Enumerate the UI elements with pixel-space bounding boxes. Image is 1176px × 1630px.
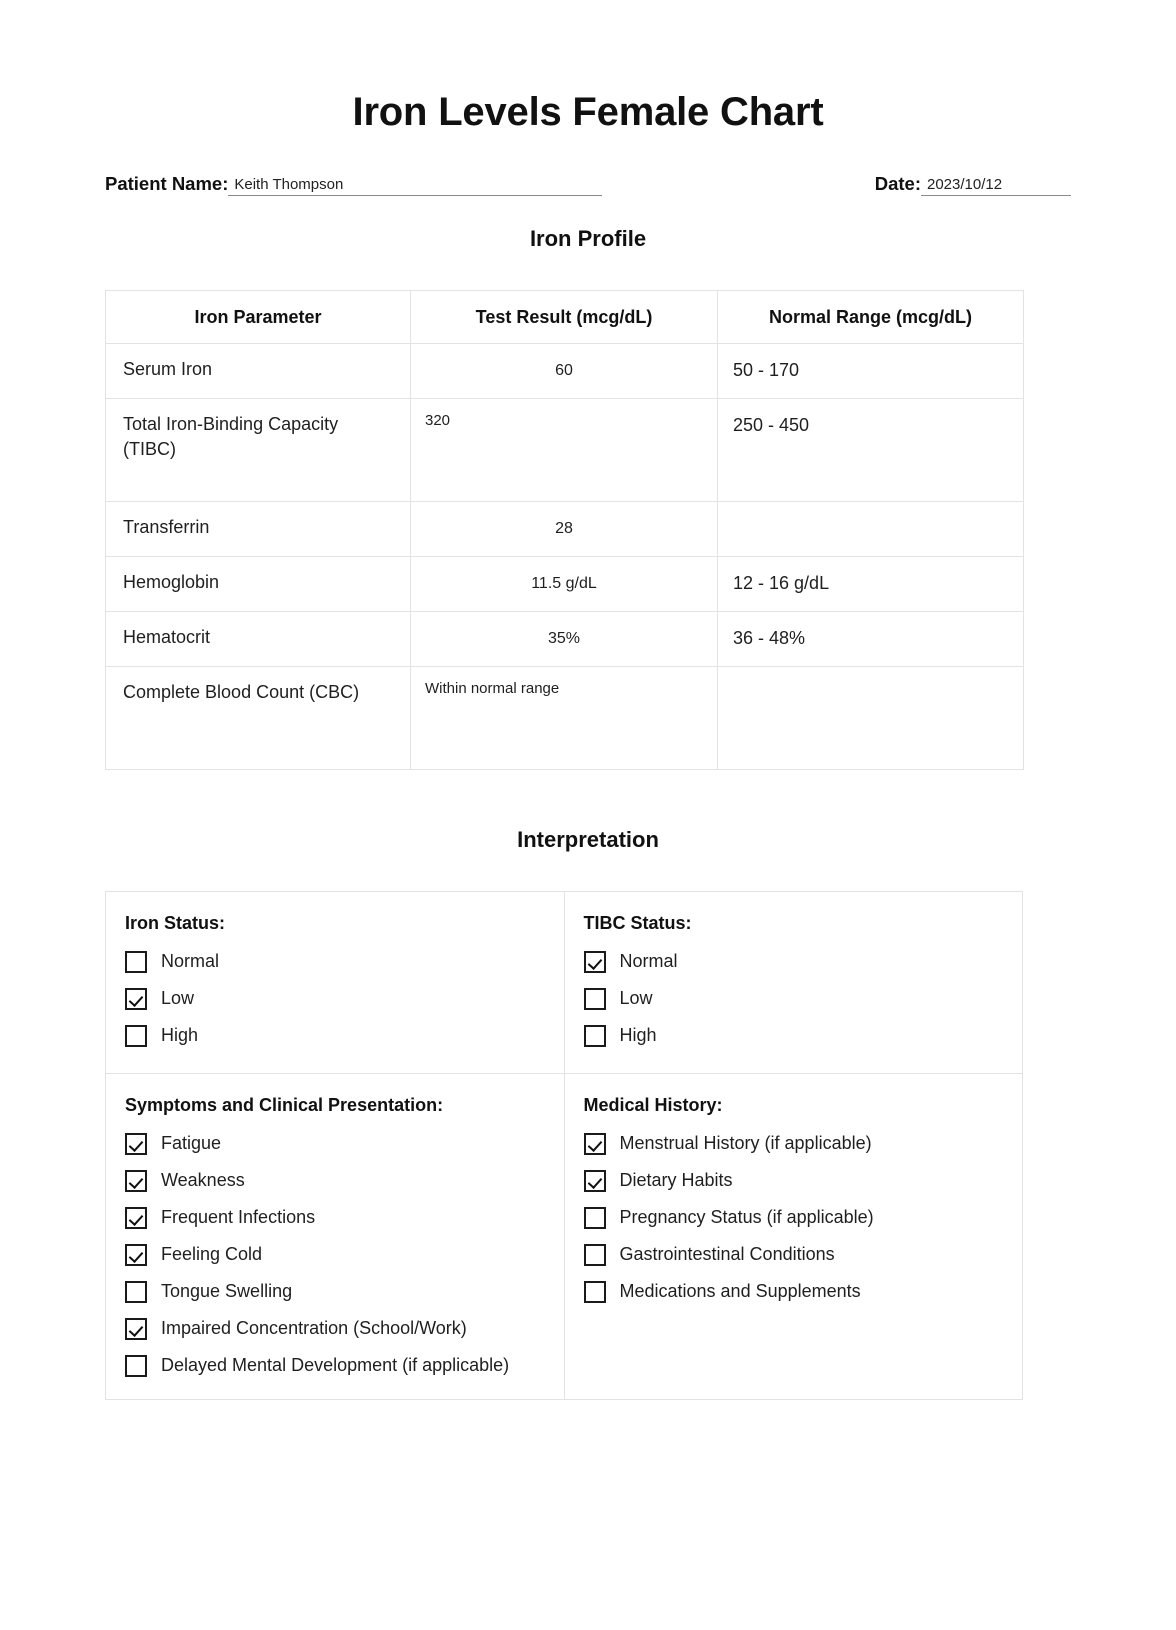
table-row xyxy=(106,502,1024,557)
date-label: Date: xyxy=(874,173,921,194)
checkbox-row-pregnancy-status[interactable] xyxy=(584,1205,1003,1229)
panel-iron-status xyxy=(106,892,565,1074)
iron-profile-heading: Iron Profile xyxy=(529,226,647,251)
checkbox-checked-icon[interactable] xyxy=(125,1244,147,1266)
cell-test-result[interactable]: 60 xyxy=(411,344,718,399)
checkbox-label: Low xyxy=(161,988,195,1008)
checkbox-icon[interactable] xyxy=(584,1207,606,1229)
table-header-row xyxy=(106,291,1024,344)
table-row xyxy=(106,557,1024,612)
column-header-parameter: Iron Parameter xyxy=(106,291,411,344)
checkbox-row-gastrointestinal-conditions[interactable] xyxy=(584,1242,1003,1266)
checkbox-row-iron-normal[interactable] xyxy=(125,949,544,973)
checkbox-label: Fatigue xyxy=(161,1133,222,1153)
checkbox-row-weakness[interactable] xyxy=(125,1168,544,1192)
interpretation-row-status xyxy=(106,892,1023,1074)
checkbox-icon[interactable] xyxy=(125,1281,147,1303)
checkbox-row-tibc-normal[interactable] xyxy=(584,949,1003,973)
column-header-normal-range: Normal Range (mcg/dL) xyxy=(718,291,1024,344)
cell-parameter: Total Iron-Binding Capacity (TIBC) xyxy=(106,399,411,502)
checkbox-row-fatigue[interactable] xyxy=(125,1131,544,1155)
table-row xyxy=(106,399,1024,502)
cell-normal-range xyxy=(718,667,1024,770)
checkbox-row-tongue-swelling[interactable] xyxy=(125,1279,544,1303)
interpretation-heading: Interpretation xyxy=(517,827,659,852)
cell-normal-range: 12 - 16 g/dL xyxy=(718,557,1024,612)
date-input[interactable]: 2023/10/12 xyxy=(921,175,1071,196)
patient-name-input[interactable]: Keith Thompson xyxy=(228,175,602,196)
checkbox-label: Menstrual History (if applicable) xyxy=(619,1133,872,1153)
checkbox-icon[interactable] xyxy=(125,951,147,973)
patient-name-label: Patient Name: xyxy=(105,173,229,194)
checkbox-icon[interactable] xyxy=(584,1244,606,1266)
checkbox-checked-icon[interactable] xyxy=(125,988,147,1010)
cell-test-result[interactable]: 28 xyxy=(411,502,718,557)
checkbox-icon[interactable] xyxy=(584,1281,606,1303)
checkbox-icon[interactable] xyxy=(584,988,606,1010)
panel-title-symptoms: Symptoms and Clinical Presentation: xyxy=(125,1095,444,1115)
checkbox-label: Normal xyxy=(619,951,678,971)
checkbox-label: Weakness xyxy=(161,1170,245,1190)
checkbox-label: Tongue Swelling xyxy=(161,1281,293,1301)
column-header-test-result: Test Result (mcg/dL) xyxy=(411,291,718,344)
panel-title-iron-status: Iron Status: xyxy=(125,913,226,933)
checkbox-checked-icon[interactable] xyxy=(125,1318,147,1340)
checkbox-icon[interactable] xyxy=(125,1355,147,1377)
checkbox-row-delayed-mental-development[interactable] xyxy=(125,1353,544,1377)
checkbox-checked-icon[interactable] xyxy=(125,1207,147,1229)
cell-test-result[interactable]: 11.5 g/dL xyxy=(411,557,718,612)
checkbox-row-medications-supplements[interactable] xyxy=(584,1279,1003,1303)
checkbox-row-tibc-high[interactable] xyxy=(584,1023,1003,1047)
checkbox-label: Pregnancy Status (if applicable) xyxy=(619,1207,874,1227)
checkbox-label: Medications and Supplements xyxy=(619,1281,861,1301)
patient-info-row xyxy=(105,173,1071,196)
cell-normal-range: 250 - 450 xyxy=(718,399,1024,502)
interpretation-row-history xyxy=(106,1074,1023,1400)
cell-test-result[interactable]: 320 xyxy=(411,399,718,502)
checkbox-label: Impaired Concentration (School/Work) xyxy=(161,1318,467,1338)
checkbox-icon[interactable] xyxy=(584,1025,606,1047)
checkbox-row-feeling-cold[interactable] xyxy=(125,1242,544,1266)
checkbox-row-menstrual-history[interactable] xyxy=(584,1131,1003,1155)
cell-parameter: Hematocrit xyxy=(106,612,411,667)
checkbox-label: Delayed Mental Development (if applicable) xyxy=(161,1355,510,1375)
panel-symptoms xyxy=(106,1074,565,1400)
cell-parameter: Serum Iron xyxy=(106,344,411,399)
checkbox-label: Frequent Infections xyxy=(161,1207,316,1227)
checkbox-checked-icon[interactable] xyxy=(125,1133,147,1155)
interpretation-grid xyxy=(105,891,1023,1400)
checkbox-checked-icon[interactable] xyxy=(584,1133,606,1155)
checkbox-row-iron-high[interactable] xyxy=(125,1023,544,1047)
panel-title-tibc-status: TIBC Status: xyxy=(583,913,692,933)
cell-normal-range xyxy=(718,502,1024,557)
table-row xyxy=(106,344,1024,399)
checkbox-label: Normal xyxy=(161,951,220,971)
checkbox-label: Gastrointestinal Conditions xyxy=(619,1244,835,1264)
cell-normal-range: 36 - 48% xyxy=(718,612,1024,667)
checkbox-row-impaired-concentration[interactable] xyxy=(125,1316,544,1340)
checkbox-row-iron-low[interactable] xyxy=(125,986,544,1010)
panel-title-medical-history: Medical History: xyxy=(583,1095,723,1115)
checkbox-checked-icon[interactable] xyxy=(125,1170,147,1192)
checkbox-checked-icon[interactable] xyxy=(584,1170,606,1192)
panel-medical-history xyxy=(564,1074,1023,1400)
checkbox-checked-icon[interactable] xyxy=(584,951,606,973)
checkbox-label: Dietary Habits xyxy=(619,1170,733,1190)
checkbox-label: Feeling Cold xyxy=(161,1244,263,1264)
cell-parameter: Hemoglobin xyxy=(106,557,411,612)
checkbox-icon[interactable] xyxy=(125,1025,147,1047)
panel-tibc-status xyxy=(564,892,1023,1074)
iron-profile-table xyxy=(105,290,1024,770)
table-row xyxy=(106,667,1024,770)
cell-parameter: Complete Blood Count (CBC) xyxy=(106,667,411,770)
checkbox-row-dietary-habits[interactable] xyxy=(584,1168,1003,1192)
cell-parameter: Transferrin xyxy=(106,502,411,557)
checkbox-label: High xyxy=(619,1025,657,1045)
checkbox-label: Low xyxy=(619,988,653,1008)
cell-test-result[interactable]: 35% xyxy=(411,612,718,667)
page-title: Iron Levels Female Chart xyxy=(352,90,824,134)
checkbox-row-tibc-low[interactable] xyxy=(584,986,1003,1010)
cell-normal-range: 50 - 170 xyxy=(718,344,1024,399)
checkbox-label: High xyxy=(161,1025,199,1045)
cell-test-result[interactable]: Within normal range xyxy=(411,667,718,770)
table-row xyxy=(106,612,1024,667)
checkbox-row-frequent-infections[interactable] xyxy=(125,1205,544,1229)
